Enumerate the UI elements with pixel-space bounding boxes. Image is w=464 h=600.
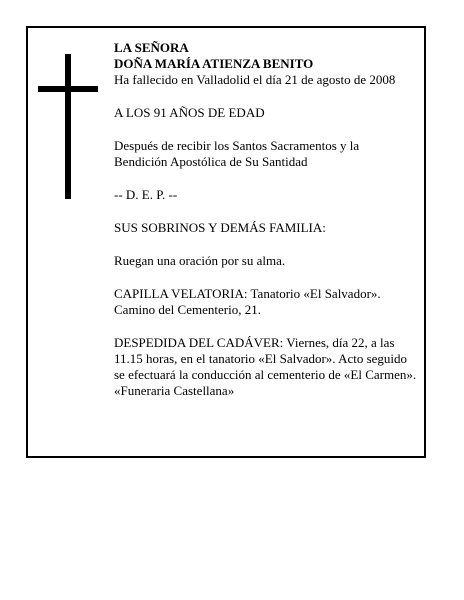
death-statement: Ha fallecido en Valladolid el día 21 de agosto de 2008 (114, 72, 396, 87)
chapel-line-1: CAPILLA VELATORIA: Tanatorio «El Salvador». (114, 286, 381, 301)
sacraments-line-1: Después de recibir los Santos Sacramentos y la (114, 138, 360, 153)
prayer-line: Ruegan una oración por su alma. (114, 253, 286, 268)
notice-text (114, 40, 434, 399)
farewell-line-2: 11.15 horas, en el tanatorio «El Salvador». Acto seguido (114, 351, 408, 366)
family-line: SUS SOBRINOS Y DEMÁS FAMILIA: (114, 220, 326, 235)
deceased-name: DOÑA MARÍA ATIENZA BENITO (114, 56, 314, 71)
funeral-home-line: «Funeraria Castellana» (114, 383, 235, 398)
farewell-line-3: se efectuará la conducción al cementerio de «El Carmen». (114, 367, 417, 382)
heading-title: LA SEÑORA (114, 40, 189, 55)
chapel-line-2: Camino del Cementerio, 21. (114, 302, 261, 317)
rip-line: -- D. E. P. -- (114, 187, 178, 202)
cross-horizontal-bar (38, 86, 98, 92)
obituary-notice (26, 26, 426, 458)
cross-vertical-bar (65, 54, 71, 199)
farewell-line-1: DESPEDIDA DEL CADÁVER: Viernes, día 22, a las (114, 335, 395, 350)
sacraments-line-2: Bendición Apostólica de Su Santidad (114, 154, 308, 169)
cross-icon (38, 54, 98, 199)
age-line: A LOS 91 AÑOS DE EDAD (114, 105, 265, 120)
